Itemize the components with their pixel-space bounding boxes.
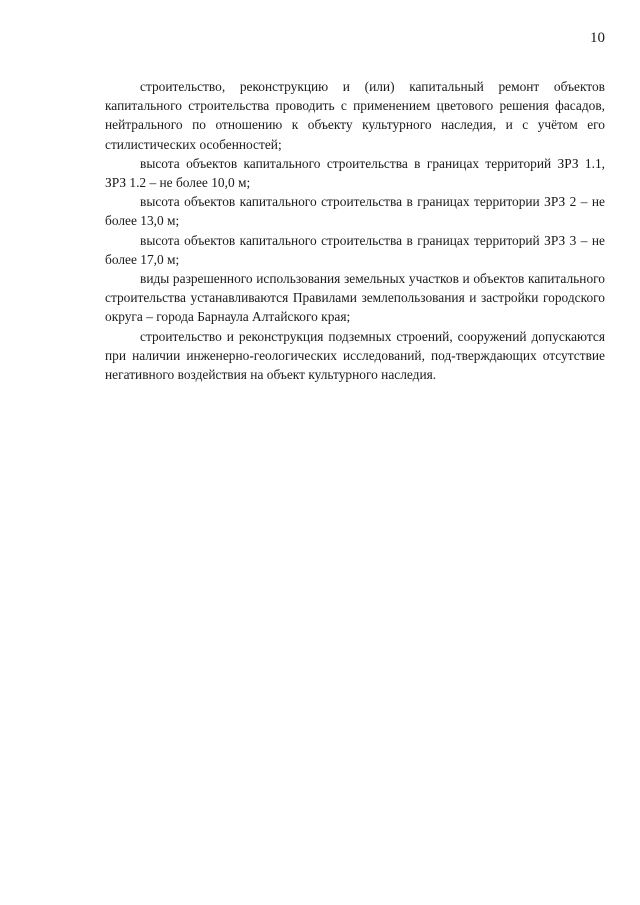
paragraph-height-zrz-1: высота объектов капитального строительства в границах территорий ЗРЗ 1.1, ЗРЗ 1.2 – не более 10,0 м;: [105, 155, 605, 191]
paragraph-underground-construction: строительство и реконструкция подземных строений, сооружений допускаются при наличии инженерно-геологических исследований, под-тверждающих отсутствие негативного воздействия на объект культурного наследия.: [105, 328, 605, 383]
paragraph-height-zrz-3: высота объектов капитального строительства в границах территорий ЗРЗ 3 – не более 17,0 м;: [105, 232, 605, 267]
paragraph-land-use: виды разрешенного использования земельных участков и объектов капитального строительства устанавливаются Правилами землепользования и застройки городского округа – города Барнаула Алтайского края;: [105, 271, 605, 325]
page-number: 10: [590, 30, 605, 46]
document-body: [105, 77, 605, 384]
paragraph-facade-color: строительство, реконструкцию и (или) капитальный ремонт объектов капитального строительства проводить с применением цветового решения фасадов, нейтрального по отношению к объекту культурного наследия, и с учётом его стилистических особенностей;: [105, 79, 605, 152]
paragraph-height-zrz-2: высота объектов капитального строительства в границах территории ЗРЗ 2 – не более 13,0 м;: [105, 194, 605, 229]
